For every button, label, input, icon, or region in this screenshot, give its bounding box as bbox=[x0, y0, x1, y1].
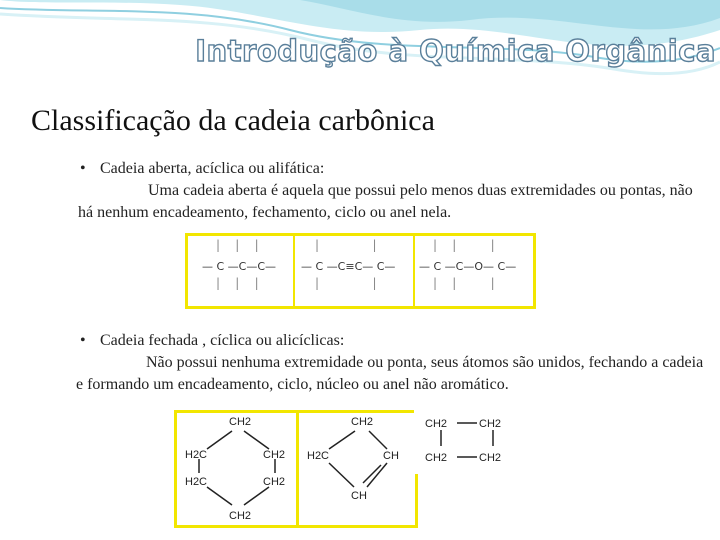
formula-saturated-chain: — C —C—C— bbox=[202, 260, 277, 273]
closed-chain-text: Não possui nenhuma extremidade ou ponta, seus átomos são unidos, fechando a cadeia e formando um encadeamento, ciclo, núcleo ou anel não aromático. bbox=[76, 354, 704, 393]
bullet-dot: • bbox=[80, 160, 86, 177]
open-chain-description bbox=[78, 180, 708, 224]
ring-label-top: CH2 bbox=[351, 416, 374, 428]
formula-cell: | | | — C —C—O— C— | | | bbox=[413, 236, 530, 306]
hexagon-label-bottom: CH2 bbox=[229, 510, 252, 522]
slide-title: Classificação da cadeia carbônica bbox=[31, 104, 435, 137]
hexagon-label-left-upper: H2C bbox=[185, 449, 208, 461]
open-chain-formula-box bbox=[185, 233, 536, 309]
hexagon-label-right-lower: CH2 bbox=[263, 476, 286, 488]
formula-heteroatom-chain: — C —C—O— C— bbox=[419, 260, 517, 273]
cyclohexane-structure bbox=[177, 413, 297, 525]
hexagon-label-left-lower: H2C bbox=[185, 476, 208, 488]
formula-triple-bond-chain: — C —C≡C— C— bbox=[301, 260, 396, 273]
closed-chain-heading: Cadeia fechada , cíclica ou alicíclicas: bbox=[100, 332, 345, 349]
square-label-top-left: CH2 bbox=[425, 418, 448, 430]
ring-label-left: H2C bbox=[307, 450, 330, 462]
hexagon-label-top: CH2 bbox=[229, 416, 252, 428]
banner-title: Introdução à Química Orgânica bbox=[195, 34, 716, 68]
cyclopentene-structure bbox=[299, 413, 415, 525]
formula-cell: | | — C —C≡C— C— | | bbox=[293, 236, 415, 306]
closed-chain-description bbox=[76, 352, 706, 396]
bullet-dot: • bbox=[80, 332, 86, 349]
ring-label-right: CH bbox=[383, 450, 399, 462]
cyclobutane-structure bbox=[417, 413, 529, 471]
ring-label-bottom: CH bbox=[351, 490, 367, 502]
cyclohexane-box bbox=[174, 410, 300, 528]
cyclopentene-box bbox=[296, 410, 418, 528]
open-chain-text: Uma cadeia aberta é aquela que possui pelo menos duas extremidades ou pontas, não há nenhum encadeamento, fechamento, ciclo ou anel nela. bbox=[78, 182, 693, 221]
square-label-top-right: CH2 bbox=[479, 418, 502, 430]
cyclobutane-box bbox=[414, 410, 532, 474]
formula-cell: | | | — C —C—C— | | | bbox=[202, 238, 277, 290]
open-chain-bullet bbox=[80, 160, 324, 178]
square-label-bottom-right: CH2 bbox=[479, 452, 502, 464]
square-label-bottom-left: CH2 bbox=[425, 452, 448, 464]
open-chain-heading: Cadeia aberta, acíclica ou alifática: bbox=[100, 160, 325, 177]
hexagon-label-right-upper: CH2 bbox=[263, 449, 286, 461]
closed-chain-bullet bbox=[80, 332, 344, 350]
